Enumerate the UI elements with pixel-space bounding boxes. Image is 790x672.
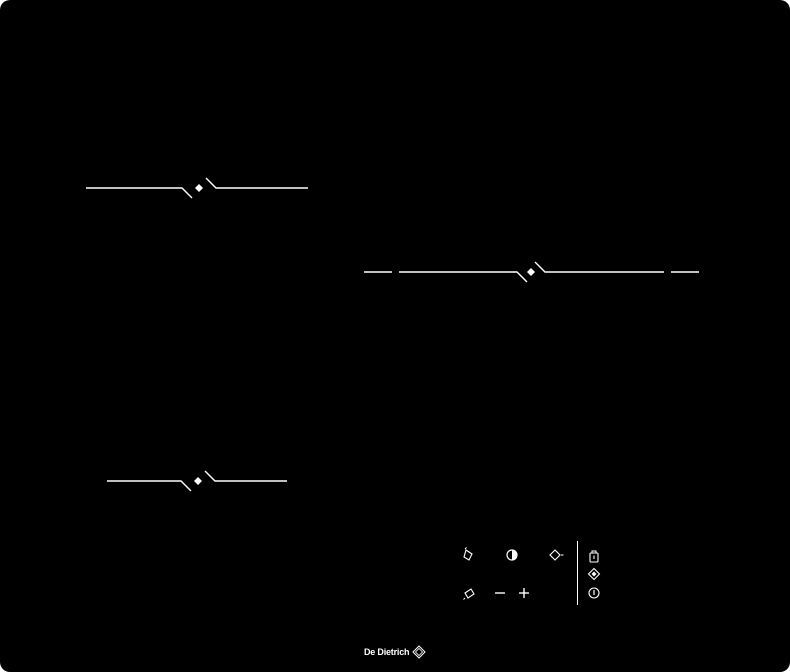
lock-icon <box>584 546 604 566</box>
cooking-zone-bottom-left[interactable] <box>107 471 287 491</box>
zone-select-icon <box>459 545 479 565</box>
cooking-zone-right-large[interactable] <box>364 262 699 282</box>
boost-button[interactable] <box>546 545 566 565</box>
timer-icon <box>502 545 522 565</box>
lock-button[interactable] <box>584 546 604 566</box>
minus-button[interactable] <box>490 583 510 603</box>
brand-name: De Dietrich <box>364 647 410 657</box>
de-dietrich-logo-icon <box>412 645 426 659</box>
timer-button[interactable] <box>502 545 522 565</box>
control-panel-divider <box>577 541 578 605</box>
pause-button[interactable] <box>459 583 479 603</box>
brand-function-button[interactable] <box>584 564 604 584</box>
cooking-zone-top-left[interactable] <box>86 178 308 198</box>
plus-icon <box>514 583 534 603</box>
minus-icon <box>490 583 510 603</box>
brand-function-icon <box>584 564 604 584</box>
power-icon <box>584 583 604 603</box>
brand-logo <box>364 643 426 661</box>
pause-icon <box>459 583 479 603</box>
zone-select-button[interactable] <box>459 545 479 565</box>
plus-button[interactable] <box>514 583 534 603</box>
power-button[interactable] <box>584 583 604 603</box>
boost-icon <box>546 545 566 565</box>
